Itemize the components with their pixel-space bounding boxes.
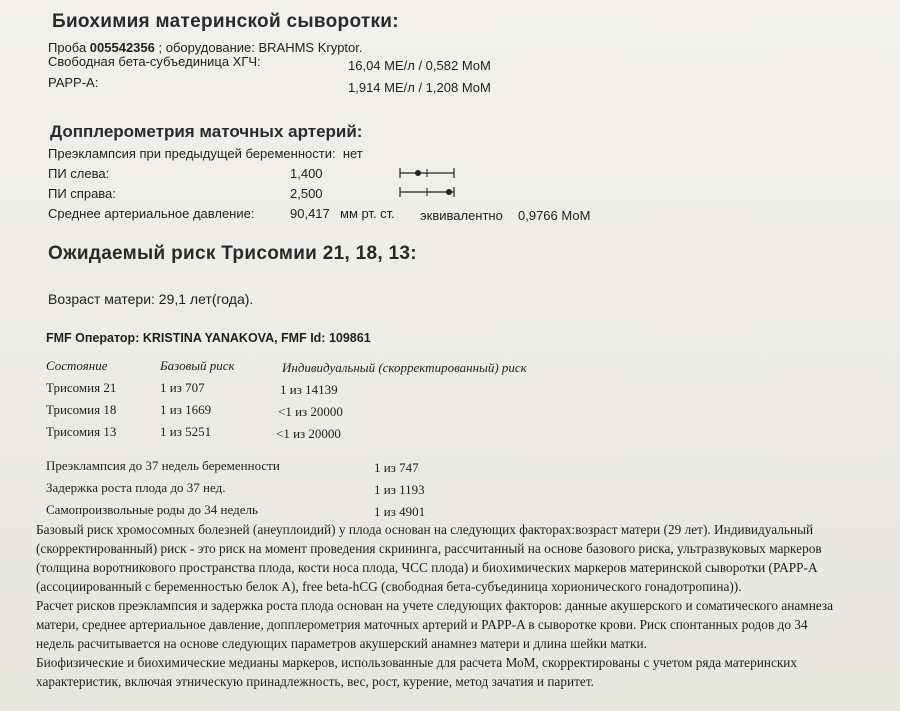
other-risk-label: Самопроизвольные роды до 34 недель: [46, 502, 258, 517]
risk-title: Ожидаемый риск Трисомии 21, 18, 13:: [48, 243, 417, 264]
biochem-title: Биохимия материнской сыворотки:: [52, 11, 399, 32]
maternal-age: Возраст матери: 29,1 лет(года).: [48, 291, 254, 307]
other-risk-value: 1 из 1193: [374, 482, 425, 497]
pappa-value: 1,914 МЕ/л / 1,208 МоМ: [348, 80, 491, 95]
pappa-label: PAPP-A:: [48, 75, 99, 90]
map-equiv-value: 0,9766 МоМ: [518, 208, 591, 223]
table-row-condition: Трисомия 13: [46, 424, 117, 439]
table-row-condition: Трисомия 21: [46, 380, 117, 395]
preeclampsia-history-value: нет: [342, 146, 363, 161]
map-equiv-label: эквивалентно: [420, 208, 503, 223]
note-line: недель расчитывается на основе следующих параметров акушерский анамнез матери и длина шейки матки.: [36, 636, 647, 651]
note-line: Расчет рисков преэклампсия и задержка роста плода основан на учете следующих факторов: данные акушерского и соматического анамнеза: [36, 598, 834, 613]
pi-left-value: 1,400: [290, 166, 323, 181]
map-value: 90,417: [290, 206, 330, 221]
table-row-individual: 1 из 14139: [280, 382, 338, 397]
pi-right-value: 2,500: [290, 186, 323, 201]
sample-suffix: ; оборудование: BRAHMS Kryptor.: [154, 40, 363, 55]
other-risk-label: Преэклампсия до 37 недель беременности: [46, 458, 280, 473]
table-row-base: 1 из 1669: [160, 402, 212, 417]
col-header-individual-risk: Индивидуальный (скорректированный) риск: [282, 360, 527, 375]
sample-line: [48, 40, 363, 55]
note-line: матери, среднее артериальное давление, допплерометрия маточных артерий и PAPP-A в сыворотке крови. Риск спонтанных родов до 34: [36, 617, 808, 632]
note-line: (скорректированный) риск - это риск на момент проведения скрининга, рассчитанный на основе базового риска, ультразвуковых маркеров: [36, 541, 822, 556]
note-line: (толщина воротникового пространства плода, кости носа плода, ЧСС плода) и биохимических маркеров материнской сыворотки (PAPP-A: [36, 560, 818, 575]
map-unit: мм рт. ст.: [340, 206, 395, 221]
note-line: Базовый риск хромосомных болезней (анеуплоидий) у плода основан на следующих факторах:возраст матери (29 лет). Индивидуальный: [36, 522, 814, 537]
sample-prefix: Проба: [48, 40, 90, 55]
table-row-base: 1 из 5251: [160, 424, 212, 439]
pi-left-label: ПИ слева:: [48, 166, 110, 181]
table-row-condition: Трисомия 18: [46, 402, 117, 417]
table-row-individual: <1 из 20000: [278, 404, 343, 419]
col-header-condition: Состояние: [46, 358, 108, 373]
other-risk-label: Задержка роста плода до 37 нед.: [46, 480, 226, 495]
pi-right-range-bar: [396, 185, 460, 199]
note-line: характеристик, включая этническую принадлежность, вес, рост, курение, метод зачатия и паритет.: [36, 674, 594, 689]
table-row-base: 1 из 707: [160, 380, 205, 395]
map-label: Среднее артериальное давление:: [48, 206, 255, 221]
note-line: (ассоциированный с беременностью белок А), free beta-hCG (свободная бета-субъединица хорионического гонадотропина)).: [36, 579, 742, 594]
doppler-title: Допплерометрия маточных артерий:: [50, 122, 363, 141]
other-risk-value: 1 из 747: [374, 460, 419, 475]
hcg-value: 16,04 МЕ/л / 0,582 МоМ: [348, 58, 491, 73]
table-row-individual: <1 из 20000: [276, 426, 341, 441]
sample-id: 005542356: [89, 40, 155, 55]
operator-line: FMF Оператор: KRISTINA YANAKOVA, FMF Id: 109861: [46, 331, 371, 345]
note-line: Биофизические и биохимические медианы маркеров, использованные для расчета МоМ, скорректированы с учетом ряда материнских: [36, 655, 798, 670]
preeclampsia-history-line: [48, 146, 363, 161]
pi-left-range-bar: [396, 166, 460, 180]
pi-right-label: ПИ справа:: [48, 186, 116, 201]
hcg-label: Свободная бета-субъединица ХГЧ:: [48, 54, 261, 69]
other-risk-value: 1 из 4901: [374, 504, 426, 519]
preeclampsia-history-label: Преэклампсия при предыдущей беременности:: [48, 146, 336, 161]
col-header-base-risk: Базовый риск: [160, 358, 235, 373]
